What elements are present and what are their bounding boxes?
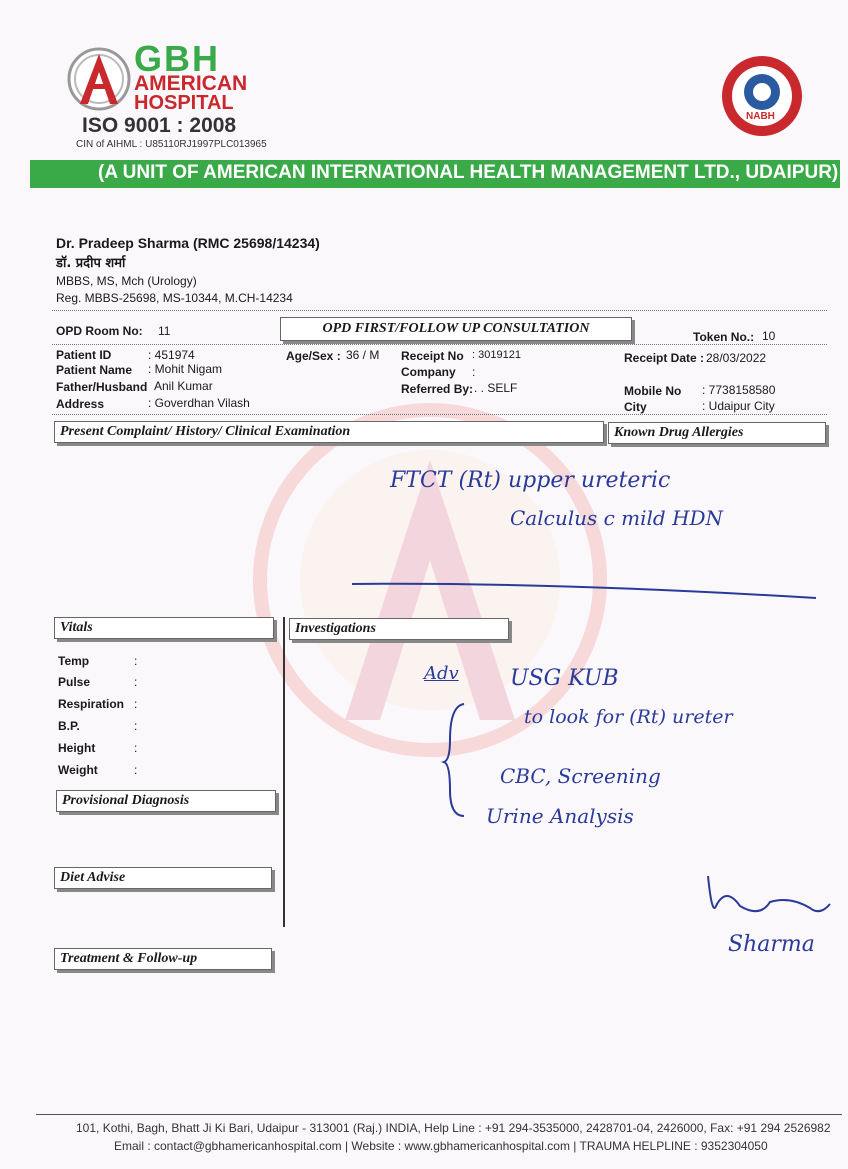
divider <box>52 344 827 345</box>
investigations-line2: to look for (Rt) ureter <box>524 706 733 728</box>
city-label: City <box>624 400 647 414</box>
doctor-signature-scribble <box>700 866 840 926</box>
vital-value: : <box>134 697 138 711</box>
patient-name-label: Patient Name <box>56 363 133 377</box>
footer-address: 101, Kothi, Bagh, Bhatt Ji Ki Bari, Udaipur - 313001 (Raj.) INDIA, Help Line : +91 294-3535000, 2428701-04, 2426000, Fax: +91 294 2526982 <box>76 1121 831 1135</box>
vital-label: Weight <box>58 763 98 777</box>
allergies-header: Known Drug Allergies <box>608 422 826 444</box>
cin-label: CIN of AIHML : U85110RJ1997PLC013965 <box>76 139 267 150</box>
receipt-no-value: : 3019121 <box>472 349 521 361</box>
iso-label: ISO 9001 : 2008 <box>82 114 237 137</box>
patient-id-label: Patient ID <box>56 348 112 362</box>
hospital-name-hospital: HOSPITAL <box>134 92 234 114</box>
vital-label: Respiration <box>58 697 125 711</box>
opd-room-value: 11 <box>158 324 171 338</box>
divider <box>52 310 827 311</box>
token-label: Token No.: <box>693 330 755 344</box>
doctor-degrees: MBBS, MS, Mch (Urology) <box>56 274 197 288</box>
provisional-diagnosis-header: Provisional Diagnosis <box>56 790 276 812</box>
footer-divider <box>36 1114 842 1115</box>
complaint-handwriting-line1: FTCT (Rt) upper ureteric <box>390 468 671 493</box>
unit-banner-text: (A UNIT OF AMERICAN INTERNATIONAL HEALTH MANAGEMENT LTD., UDAIPUR) <box>98 162 839 183</box>
consultation-title-box <box>280 317 632 341</box>
investigations-header: Investigations <box>289 618 509 640</box>
investigations-bracket <box>440 700 470 820</box>
investigations-line3: CBC, Screening <box>500 764 661 788</box>
vertical-divider <box>283 617 285 927</box>
vital-label: Pulse <box>58 675 91 689</box>
vital-value: : <box>134 719 138 733</box>
hospital-name-gbh: GBH <box>134 38 220 79</box>
address-label: Address <box>56 397 105 411</box>
vital-label: B.P. <box>58 719 80 733</box>
company-label: Company <box>401 365 456 379</box>
doctor-name: Dr. Pradeep Sharma (RMC 25698/14234) <box>56 235 320 251</box>
mobile-label: Mobile No <box>624 384 682 398</box>
hospital-logo <box>66 46 132 112</box>
referred-value: . . SELF <box>474 381 518 395</box>
city-value: : Udaipur City <box>702 399 775 413</box>
investigations-adv: Adv <box>424 663 459 684</box>
complaint-underline <box>350 578 820 602</box>
address-value: : Goverdhan Vilash <box>148 396 250 410</box>
vital-label: Temp <box>58 654 90 668</box>
patient-id-value: : 451974 <box>148 348 195 362</box>
doctor-signature: Sharma <box>728 932 815 957</box>
receipt-no-label: Receipt No <box>401 349 464 363</box>
vital-value: : <box>134 654 138 668</box>
token-value: 10 <box>762 329 776 343</box>
hospital-name-american: AMERICAN <box>134 72 248 95</box>
receipt-date-label: Receipt Date : <box>624 351 705 365</box>
agesex-value: 36 / M <box>346 348 380 362</box>
referred-label: Referred By: <box>401 382 474 396</box>
divider <box>52 414 827 415</box>
vital-value: : <box>134 675 138 689</box>
vitals-header: Vitals <box>54 617 274 639</box>
complaint-header: Present Complaint/ History/ Clinical Examination <box>54 421 604 443</box>
agesex-label: Age/Sex : <box>286 349 341 363</box>
father-value: Anil Kumar <box>154 379 213 393</box>
patient-name-value: : Mohit Nigam <box>148 362 223 376</box>
doctor-name-hindi: डॉ. प्रदीप शर्मा <box>56 256 126 271</box>
vital-value: : <box>134 741 138 755</box>
diet-header: Diet Advise <box>54 867 272 889</box>
vital-label: Height <box>58 741 96 755</box>
nabh-badge-icon <box>720 54 804 138</box>
company-value: : <box>472 365 476 379</box>
opd-room-label: OPD Room No: <box>56 324 143 338</box>
father-label: Father/Husband <box>56 380 148 394</box>
doctor-registration: Reg. MBBS-25698, MS-10344, M.CH-14234 <box>56 291 293 305</box>
complaint-handwriting-line2: Calculus c mild HDN <box>510 506 724 530</box>
investigations-line1: USG KUB <box>510 666 619 691</box>
nabh-label: NABH <box>746 111 775 122</box>
vital-value: : <box>134 763 138 777</box>
receipt-date-value: 28/03/2022 <box>706 351 767 365</box>
mobile-value: : 7738158580 <box>702 383 776 397</box>
unit-banner <box>30 160 840 188</box>
investigations-line4: Urine Analysis <box>486 804 634 828</box>
treatment-header: Treatment & Follow-up <box>54 948 272 970</box>
footer-contact: Email : contact@gbhamericanhospital.com | Website : www.gbhamericanhospital.com | TRAUMA HELPLINE : 9352304050 <box>114 1139 768 1153</box>
consultation-title: OPD FIRST/FOLLOW UP CONSULTATION <box>322 321 590 336</box>
